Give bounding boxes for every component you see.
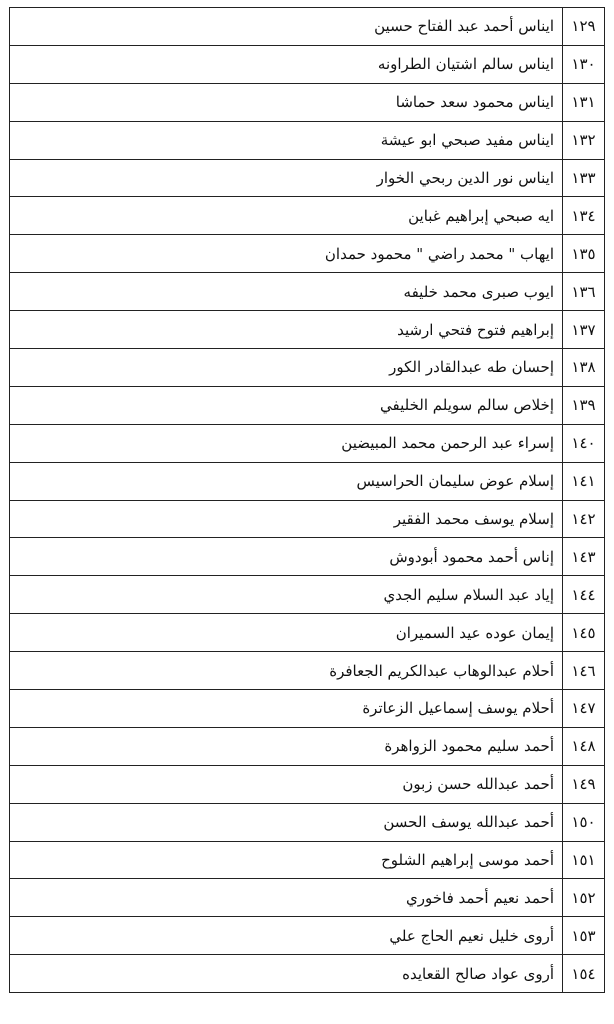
row-name: أروى عواد صالح القعايده [10, 955, 563, 993]
row-name: إسلام عوض سليمان الحراسيس [10, 462, 563, 500]
table-row [10, 727, 605, 765]
names-table [9, 7, 605, 993]
row-number: ١٤٧ [563, 690, 605, 728]
row-number: ١٤٢ [563, 500, 605, 538]
row-number: ١٣٨ [563, 349, 605, 387]
table-row [10, 765, 605, 803]
row-name: ايناس أحمد عبد الفتاح حسين [10, 8, 563, 46]
row-number: ١٤٩ [563, 765, 605, 803]
row-number: ١٤٤ [563, 576, 605, 614]
row-name: ايه صبحي إبراهيم غباين [10, 197, 563, 235]
table-row [10, 386, 605, 424]
table-row [10, 121, 605, 159]
table-row [10, 690, 605, 728]
row-name: إسلام يوسف محمد الفقير [10, 500, 563, 538]
row-number: ١٤٣ [563, 538, 605, 576]
table-row [10, 349, 605, 387]
table-row [10, 614, 605, 652]
row-number: ١٥١ [563, 841, 605, 879]
row-name: ايناس محمود سعد حماشا [10, 83, 563, 121]
row-number: ١٣٤ [563, 197, 605, 235]
table-row [10, 424, 605, 462]
table-row [10, 462, 605, 500]
row-number: ١٤١ [563, 462, 605, 500]
row-number: ١٣١ [563, 83, 605, 121]
table-row [10, 538, 605, 576]
row-number: ١٣٦ [563, 273, 605, 311]
row-name: أحمد نعيم أحمد فاخوري [10, 879, 563, 917]
row-name: ايناس مفيد صبحي ابو عيشة [10, 121, 563, 159]
row-name: أحمد عبدالله يوسف الحسن [10, 803, 563, 841]
table-row [10, 159, 605, 197]
table-row [10, 311, 605, 349]
table-row [10, 235, 605, 273]
row-name: ايناس نور الدين ربحي الخوار [10, 159, 563, 197]
names-table-body [10, 8, 605, 993]
row-name: أحمد سليم محمود الزواهرة [10, 727, 563, 765]
row-number: ١٥٠ [563, 803, 605, 841]
row-name: إياد عبد السلام سليم الجدي [10, 576, 563, 614]
row-number: ١٣٠ [563, 45, 605, 83]
table-row [10, 652, 605, 690]
table-row [10, 879, 605, 917]
table-row [10, 955, 605, 993]
table-row [10, 8, 605, 46]
row-name: إناس أحمد محمود أبودوش [10, 538, 563, 576]
row-number: ١٣٩ [563, 386, 605, 424]
row-name: أحمد موسى إبراهيم الشلوح [10, 841, 563, 879]
row-number: ١٥٢ [563, 879, 605, 917]
row-number: ١٣٢ [563, 121, 605, 159]
row-number: ١٣٣ [563, 159, 605, 197]
row-number: ١٤٥ [563, 614, 605, 652]
row-number: ١٤٦ [563, 652, 605, 690]
row-number: ١٥٤ [563, 955, 605, 993]
row-name: أحلام يوسف إسماعيل الزعاترة [10, 690, 563, 728]
row-name: إحسان طه عبدالقادر الكور [10, 349, 563, 387]
row-name: ايوب صبرى محمد خليفه [10, 273, 563, 311]
row-name: أحمد عبدالله حسن زبون [10, 765, 563, 803]
table-row [10, 917, 605, 955]
row-number: ١٣٥ [563, 235, 605, 273]
table-row [10, 841, 605, 879]
row-name: إيمان عوده عيد السميران [10, 614, 563, 652]
row-name: أحلام عبدالوهاب عبدالكريم الجعافرة [10, 652, 563, 690]
table-row [10, 500, 605, 538]
row-number: ١٤٠ [563, 424, 605, 462]
table-row [10, 576, 605, 614]
table-row [10, 197, 605, 235]
table-row [10, 45, 605, 83]
row-number: ١٤٨ [563, 727, 605, 765]
row-name: إخلاص سالم سويلم الخليفي [10, 386, 563, 424]
row-name: ايناس سالم اشتيان الطراونه [10, 45, 563, 83]
row-number: ١٥٣ [563, 917, 605, 955]
table-row [10, 803, 605, 841]
row-number: ١٢٩ [563, 8, 605, 46]
table-row [10, 273, 605, 311]
row-number: ١٣٧ [563, 311, 605, 349]
table-row [10, 83, 605, 121]
row-name: ايهاب " محمد راضي " محمود حمدان [10, 235, 563, 273]
row-name: إسراء عبد الرحمن محمد المبيضين [10, 424, 563, 462]
row-name: أروى خليل نعيم الحاج علي [10, 917, 563, 955]
row-name: إبراهيم فتوح فتحي ارشيد [10, 311, 563, 349]
